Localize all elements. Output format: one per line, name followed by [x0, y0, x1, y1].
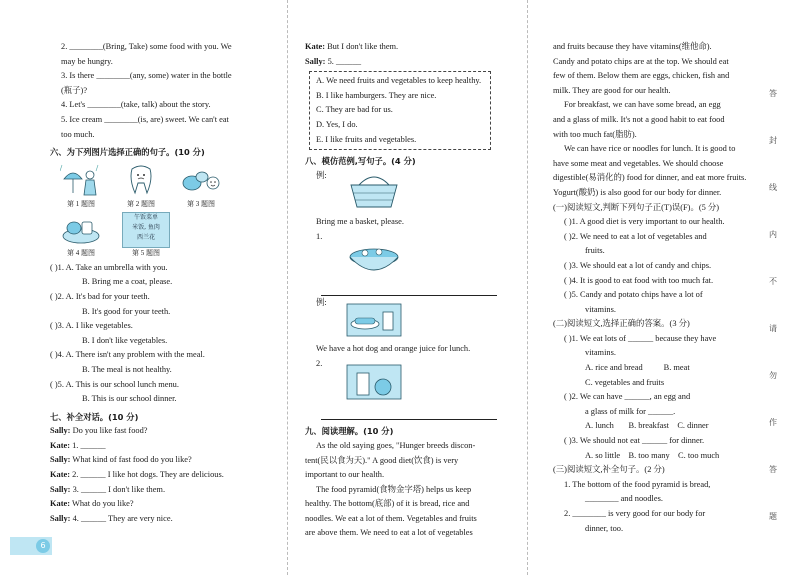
dialog-text: But I don't like them. [325, 42, 399, 51]
sidebar-char: 勿 [769, 371, 777, 380]
mc-option: A. rice and bread B. meat [585, 363, 690, 373]
passage-line: We can have rice or noodles for lunch. It is good to [564, 144, 736, 154]
tf-item: ( )2. We need to eat a lot of vegetables and [564, 231, 707, 241]
section-7-title: 七、补全对话。(10 分) [50, 411, 139, 422]
choice-item: ( )1. A. Take an umbrella with you. [50, 262, 168, 272]
dialog-line [50, 483, 265, 498]
dialog-line [50, 424, 265, 439]
hotdog-juice-icon [345, 298, 403, 338]
answer-line[interactable] [321, 405, 497, 420]
right-column [553, 40, 756, 536]
speaker: Sally: [50, 484, 71, 494]
tooth-icon [120, 163, 162, 197]
picture-caption: 第 2 题图 [127, 199, 155, 208]
speaker: Kate: [50, 470, 70, 480]
part-b-title: (二)阅读短文,选择正确的答案。(3 分) [553, 319, 690, 329]
choice-item: ( )4. A. There isn't any problem with the meal. [50, 350, 205, 360]
tf-item: ( )1. A good diet is very important to our health. [564, 217, 725, 227]
picture-row-2 [56, 212, 265, 258]
tf-item-cont: fruits. [585, 246, 605, 256]
sidebar-char: 不 [769, 277, 777, 286]
passage-line: healthy. The bottom(底部) of it is bread, rice and [305, 499, 470, 509]
sidebar-char: 封 [769, 136, 777, 145]
mc-item: ( )2. We can have ______, an egg and [564, 392, 691, 402]
lunch-menu-sign [122, 212, 170, 248]
option-item: C. They are bad for us. [316, 105, 393, 115]
fill-item: 1. The bottom of the food pyramid is bread, [564, 479, 711, 489]
dialog-line [50, 439, 265, 454]
left-column [50, 40, 265, 526]
section-9-title: 九、阅读理解。(10 分) [305, 426, 394, 437]
rain-umbrella-icon [60, 163, 102, 197]
dialog-line [305, 40, 501, 55]
passage-line: important to our health. [305, 470, 385, 480]
speaker: Sally: [50, 426, 71, 436]
picture-caption: 第 4 题图 [67, 248, 95, 257]
mc-option: A. so little B. too many C. too much [585, 450, 720, 460]
fill-item: may be hungry. [61, 56, 113, 66]
menu-line: 西兰花 [136, 233, 155, 241]
dialog-text: 3. ______ I don't like them. [70, 484, 166, 494]
choice-item: ( )5. A. This is our school lunch menu. [50, 379, 179, 389]
dialog-text: What kind of fast food do you like? [70, 455, 192, 465]
choice-item: ( )2. A. It's bad for your teeth. [50, 291, 150, 301]
salad-bowl-icon [345, 237, 403, 277]
choice-item: ( )3. A. I like vegetables. [50, 321, 133, 331]
basket-icon [345, 171, 403, 211]
picture-caption: 第 5 题图 [132, 248, 160, 257]
choice-option: B. This is our school dinner. [82, 394, 177, 404]
fill-item-cont: dinner, too. [585, 523, 624, 533]
milk-bread-icon [345, 361, 403, 401]
choice-option: B. The meal is not healthy. [82, 364, 172, 374]
picture-5 [116, 212, 176, 258]
picture-4 [56, 212, 106, 258]
picture-caption: 第 3 题图 [187, 199, 215, 208]
meal-plate-icon [60, 212, 102, 246]
passage-line: have some meat and vegetables. We should choose [553, 158, 724, 168]
middle-column [305, 40, 501, 541]
dialog-line [50, 453, 265, 468]
fill-item: (瓶子)? [61, 85, 88, 95]
mc-item-cont: vitamins. [585, 348, 616, 358]
picture-row-1 [56, 163, 265, 209]
mc-item-cont: a glass of milk for ______. [585, 406, 676, 416]
dialog-text: What do you like? [70, 499, 134, 509]
dialog-line [50, 497, 265, 512]
passage-line: and fruits because they have vitamins(维他命). [553, 42, 712, 51]
option-item: A. We need fruits and vegetables to keep healthy. [316, 76, 482, 86]
dialog-text: Do you like fast food? [70, 426, 148, 436]
dialog-line [50, 512, 265, 527]
sidebar-char: 答 [769, 89, 777, 98]
passage-line: digestible(易消化的) food for dinner, and eat more fruits. [553, 173, 747, 183]
passage-line: Candy and potato chips are at the top. We should eat [553, 56, 729, 66]
fill-item: 4. Let's ________(take, talk) about the story. [61, 100, 211, 110]
fill-item: 5. Ice cream ________(is, are) sweet. We can't eat [61, 114, 229, 124]
picture-2 [116, 163, 166, 209]
answer-line[interactable] [321, 281, 497, 296]
mc-item: ( )3. We should not eat ______ for dinner. [564, 436, 705, 446]
passage-line: few of them. Below them are eggs, chicken, fish and [553, 71, 730, 81]
passage-line: For breakfast, we can have some bread, an egg [564, 100, 721, 110]
example-sentence: We have a hot dog and orange juice for lunch. [316, 344, 471, 354]
option-item: D. Yes, I do. [316, 119, 358, 129]
sidebar-char: 请 [769, 324, 777, 333]
passage-line: with too much fat(脂肪). [553, 129, 637, 139]
fill-item-cont: ________ and noodles. [585, 494, 663, 504]
part-a-title: (一)阅读短文,判断下列句子正(T)误(F)。(5 分) [553, 202, 720, 212]
question-label: 2. [316, 358, 323, 368]
speaker: Sally: [50, 513, 71, 523]
page-number: 6 [36, 539, 50, 553]
mc-option: C. vegetables and fruits [585, 377, 665, 387]
example-sentence: Bring me a basket, please. [316, 217, 404, 227]
question-label: 1. [316, 231, 323, 241]
tf-item: ( )4. It is good to eat food with too much fat. [564, 275, 714, 285]
speaker: Kate: [50, 440, 70, 450]
menu-line: 米饭, 鱼肉 [132, 223, 160, 231]
speaker: Sally: [305, 56, 326, 66]
menu-line: 午饭菜单 [133, 213, 158, 221]
dialog-line [50, 468, 265, 483]
passage-line: are above them. We need to eat a lot of vegetables [305, 528, 473, 538]
option-item: B. I like hamburgers. They are nice. [316, 90, 437, 100]
speaker: Kate: [50, 499, 70, 509]
page-number-tab [10, 537, 52, 555]
mc-option: A. lunch B. breakfast C. dinner [585, 421, 709, 431]
option-item: E. I like fruits and vegetables. [316, 134, 417, 144]
sidebar-char: 作 [769, 418, 777, 427]
passage-line: The food pyramid(食物金字塔) helps us keep [316, 484, 472, 494]
dialog-text: 5. ______ [325, 56, 362, 66]
part-c-title: (三)阅读短文,补全句子。(2 分) [553, 465, 665, 475]
dialog-line [305, 55, 501, 70]
picture-caption: 第 1 题图 [67, 199, 95, 208]
section-8-title: 八、模仿范例,写句子。(4 分) [305, 156, 416, 167]
tf-item-cont: vitamins. [585, 304, 616, 314]
mc-item: ( )1. We eat lots of ______ because they have [564, 333, 717, 343]
passage-line: tent(民以食为天)." A good diet(饮食) is very [305, 455, 459, 465]
tf-item: ( )5. Candy and potato chips have a lot of [564, 290, 703, 300]
passage-line: noodles. We eat a lot of them. Vegetables and fruits [305, 513, 477, 523]
passage-line: and a glass of milk. It's not a good habit to eat food [553, 114, 725, 124]
example-label: 例: [316, 297, 327, 307]
fill-item: 3. Is there ________(any, some) water in the bottle [61, 71, 232, 81]
sidebar-char: 答 [769, 465, 777, 474]
tf-item: ( )3. We should eat a lot of candy and chips. [564, 260, 712, 270]
sidebar-char: 内 [769, 230, 777, 239]
picture-3 [176, 163, 226, 209]
passage-line: As the old saying goes, "Hunger breeds discon- [316, 440, 476, 450]
speaker: Sally: [50, 455, 71, 465]
fill-item: 2. ________(Bring, Take) some food with you. We [61, 42, 232, 51]
dialog-text: 2. ______ I like hot dogs. They are delicious. [70, 470, 224, 480]
example-label: 例: [316, 170, 327, 180]
passage-line: Yogurt(酸奶) is also good for our body for dinner. [553, 187, 722, 197]
sidebar-char: 线 [769, 183, 777, 192]
dialog-text: 4. ______ They are very nice. [70, 513, 173, 523]
speaker: Kate: [305, 42, 325, 51]
choice-option: B. I don't like vegetables. [82, 335, 168, 345]
vegetables-icon [180, 163, 222, 197]
fill-item: 2. ________ is very good for our body for [564, 509, 706, 518]
picture-1 [56, 163, 106, 209]
choice-option: B. Bring me a coat, please. [82, 277, 173, 287]
choice-option: B. It's good for your teeth. [82, 306, 171, 316]
section-6-title: 六、为下列图片选择正确的句子。(10 分) [50, 147, 205, 158]
sidebar-char: 题 [769, 512, 777, 521]
passage-line: milk. They are good for our health. [553, 85, 671, 95]
fill-item: too much. [61, 129, 95, 139]
dialog-text: 1. ______ [70, 440, 106, 450]
options-box [309, 71, 491, 150]
